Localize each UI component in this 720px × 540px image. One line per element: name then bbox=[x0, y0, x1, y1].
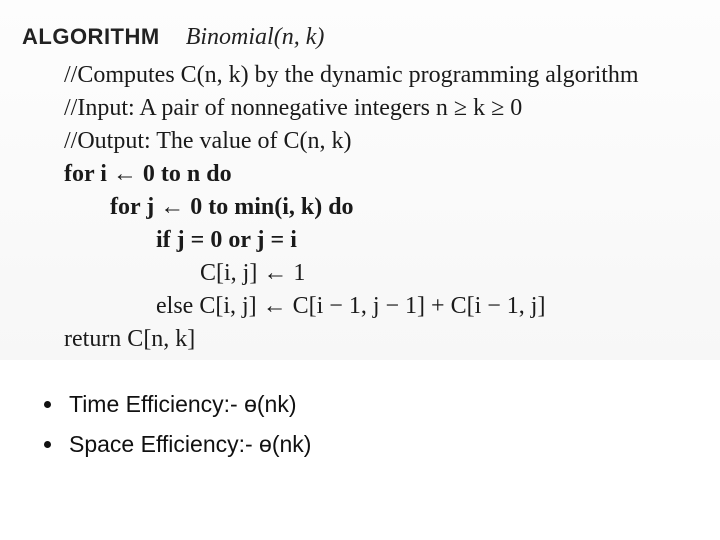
code-else-line: else C[i, j] ← C[i − 1, j − 1] + C[i − 1, j] bbox=[156, 293, 546, 319]
algorithm-signature: Binomial(n, k) bbox=[185, 24, 325, 50]
algorithm-label: ALGORITHM bbox=[22, 24, 160, 49]
code-if-line: if j = 0 or j = i bbox=[156, 227, 297, 253]
bullet-icon bbox=[44, 401, 51, 408]
comment-line-1: //Computes C(n, k) by the dynamic programming algorithm bbox=[64, 62, 639, 88]
code-for-outer: for i ← 0 to n do bbox=[64, 161, 232, 187]
list-item bbox=[44, 424, 311, 464]
bullet-icon bbox=[44, 441, 51, 448]
list-item bbox=[44, 384, 311, 424]
time-efficiency-text: Time Efficiency:- ɵ(nk) bbox=[69, 390, 297, 417]
efficiency-list bbox=[44, 384, 311, 464]
code-assign-one: C[i, j] ← 1 bbox=[200, 260, 306, 286]
code-for-inner: for j ← 0 to min(i, k) do bbox=[110, 194, 354, 220]
space-efficiency-text: Space Efficiency:- ɵ(nk) bbox=[69, 430, 312, 457]
algorithm-header bbox=[22, 24, 324, 56]
comment-line-2: //Input: A pair of nonnegative integers n ≥ k ≥ 0 bbox=[64, 95, 523, 121]
comment-line-3: //Output: The value of C(n, k) bbox=[64, 128, 352, 154]
code-return-line: return C[n, k] bbox=[64, 326, 196, 352]
